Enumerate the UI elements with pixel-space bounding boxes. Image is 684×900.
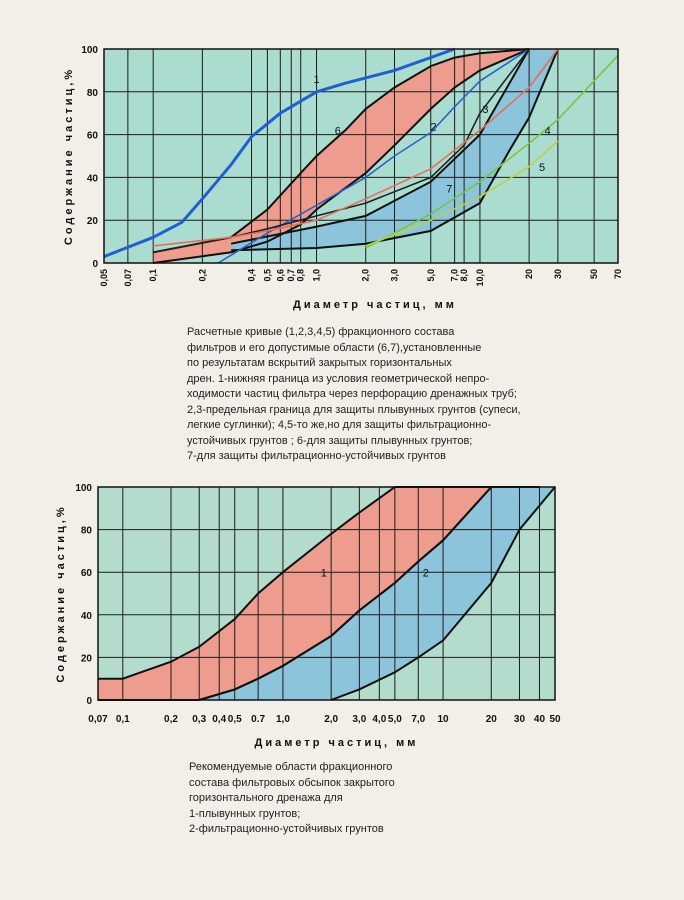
x-tick-label: 5,0 xyxy=(387,714,402,725)
x-tick-label: 1,0 xyxy=(311,269,322,282)
caption-1-line: фильтров и его допустимые области (6,7),установленные xyxy=(187,341,482,354)
x-tick-label: 0,1 xyxy=(115,714,130,725)
caption-2-line: Рекомендуемые области фракционного xyxy=(189,761,393,773)
y-tick-label: 80 xyxy=(80,525,92,537)
y-tick-label: 60 xyxy=(86,130,98,142)
caption-1-line: Расчетные кривые (1,2,3,4,5) фракционного состава xyxy=(187,326,455,338)
x-tick-label: 7,0 xyxy=(411,714,426,725)
caption-2-line: горизонтального дренажа для xyxy=(189,792,343,804)
x-tick-label: 2,0 xyxy=(324,714,339,725)
caption-1-line: ходимости частиц фильтра через перфорацию дренажных труб; xyxy=(187,388,517,400)
x-tick-label: 50 xyxy=(589,269,600,280)
y-axis-title: Содержание частиц,% xyxy=(55,504,67,683)
y-tick-label: 100 xyxy=(75,483,92,494)
x-tick-label: 10,0 xyxy=(474,269,485,287)
x-tick-label: 0,07 xyxy=(122,269,133,287)
x-tick-label: 0.7 xyxy=(251,714,266,725)
caption-1-line: 7-для защиты фильтрационно-устойчивых грунтов xyxy=(187,450,446,462)
x-tick-label: 0,8 xyxy=(295,269,306,282)
x-tick-label: 30 xyxy=(552,269,563,280)
y-tick-label: 0 xyxy=(92,259,98,270)
caption-2 xyxy=(189,760,395,838)
caption-2-line: 1-плывунных грунтов; xyxy=(189,807,301,820)
x-tick-label: 3,0 xyxy=(352,714,367,725)
x-tick-label: 10 xyxy=(437,714,449,725)
x-tick-label: 30 xyxy=(513,714,526,725)
caption-1 xyxy=(187,325,521,465)
x-tick-label: 50 xyxy=(549,714,561,725)
x-tick-label: 70 xyxy=(613,269,623,280)
x-tick-label: 40 xyxy=(533,714,546,725)
y-axis-title: Содержание частиц,% xyxy=(63,66,75,246)
region-label-2: 2 xyxy=(422,567,429,580)
x-tick-label: 0,5 xyxy=(227,714,242,725)
caption-1-line: по результатам вскрытий закрытых горизонтальных xyxy=(187,357,452,369)
x-tick-label: 2,0 xyxy=(360,269,371,282)
region-label-1: 1 xyxy=(320,567,327,580)
y-tick-label: 80 xyxy=(86,87,98,99)
caption-1-line: 2,3-предельная граница для защиты плывунных грунтов (супеси, xyxy=(187,403,521,416)
x-tick-label: 0,05 xyxy=(99,269,109,287)
caption-2-line: состава фильтровых обсыпок закрытого xyxy=(189,776,395,789)
x-tick-label: 20 xyxy=(524,269,535,280)
series-label-2: 2 xyxy=(430,121,437,134)
x-tick-label: 0,5 xyxy=(262,269,273,282)
x-tick-label: 20 xyxy=(485,714,497,725)
x-tick-label: 7,0 xyxy=(449,269,460,282)
x-tick-label: 0,2 xyxy=(164,714,178,725)
x-axis-title: Диаметр частиц, мм xyxy=(293,299,457,311)
x-tick-label: 8,0 xyxy=(459,269,470,282)
y-tick-label: 20 xyxy=(86,216,98,228)
region-label-6: 6 xyxy=(334,125,341,138)
y-tick-label: 40 xyxy=(80,610,92,622)
region-label-7: 7 xyxy=(446,183,453,196)
series-label-1: 1 xyxy=(313,74,320,87)
series-label-3: 3 xyxy=(482,104,489,117)
x-tick-label: 0,1 xyxy=(148,269,159,282)
y-tick-label: 20 xyxy=(80,653,92,665)
caption-2-line: 2-фильтрационно-устойчивых грунтов xyxy=(189,823,384,835)
x-tick-label: 3,0 xyxy=(389,269,400,282)
x-tick-label: 1,0 xyxy=(275,714,290,725)
x-axis-title: Диаметр частиц, мм xyxy=(254,737,419,749)
x-tick-label: 5,0 xyxy=(425,269,436,282)
x-tick-label: 4,0 xyxy=(372,714,387,725)
series-label-5: 5 xyxy=(538,161,546,174)
x-tick-label: 0,6 xyxy=(275,269,286,282)
x-tick-label: 0,2 xyxy=(197,269,208,282)
series-label-4: 4 xyxy=(544,125,551,138)
x-tick-label: 0,3 xyxy=(192,714,207,725)
caption-1-line: устойчивых грунтов ; 6-для защиты плывунных грунтов; xyxy=(187,434,473,447)
caption-1-line: дрен. 1-нижняя граница из условия геометрической непро- xyxy=(187,372,490,385)
x-tick-label: 0,07 xyxy=(88,714,108,725)
y-tick-label: 0 xyxy=(86,696,92,707)
caption-1-line: легкие суглинки); 4,5-то же,но для защиты фильтрационно- xyxy=(187,419,492,431)
x-tick-label: 0,4 xyxy=(212,714,227,725)
x-tick-label: 0,4 xyxy=(246,269,257,282)
y-tick-label: 100 xyxy=(81,45,98,56)
y-tick-label: 60 xyxy=(80,568,92,580)
y-tick-label: 40 xyxy=(86,173,98,185)
x-tick-label: 0,7 xyxy=(286,269,297,282)
